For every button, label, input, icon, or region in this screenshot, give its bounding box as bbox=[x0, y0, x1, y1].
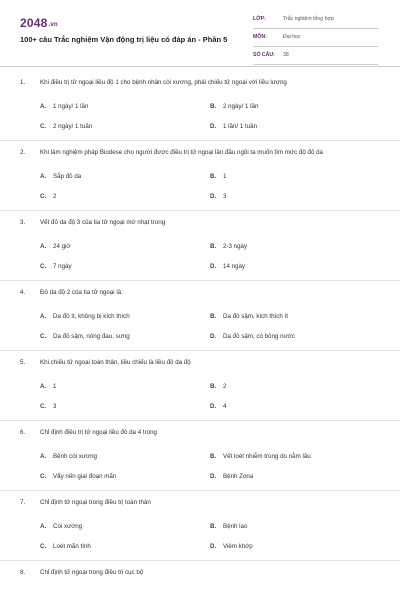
option-key: B. bbox=[210, 242, 217, 250]
question-line bbox=[20, 288, 380, 298]
question-text: Đỏ da độ 2 của tia tử ngoại là: bbox=[40, 289, 123, 296]
option-key: D. bbox=[210, 332, 217, 340]
meta-label: LỚP: bbox=[253, 16, 266, 22]
question-number: 8. bbox=[20, 569, 26, 576]
answer-option[interactable] bbox=[40, 543, 210, 550]
option-key: A. bbox=[40, 452, 47, 460]
option-text: 2 ngày/ 1 tuần bbox=[53, 122, 93, 130]
option-key: C. bbox=[40, 402, 47, 410]
question-text: Vết đỏ da độ 3 của tia tử ngoại mờ nhạt trong bbox=[40, 219, 166, 226]
answer-options bbox=[40, 166, 380, 206]
question-divider bbox=[0, 140, 400, 141]
option-key: A. bbox=[40, 102, 47, 110]
option-key: B. bbox=[210, 172, 217, 180]
question-line bbox=[20, 148, 380, 158]
question-line bbox=[20, 428, 380, 438]
options-row bbox=[40, 516, 380, 536]
option-text: Loét mãn tính bbox=[53, 542, 91, 550]
option-text: 2-3 ngày bbox=[223, 242, 248, 250]
question-item bbox=[0, 78, 400, 141]
meta-row-class bbox=[253, 13, 378, 29]
question-item bbox=[0, 148, 400, 211]
meta-label: MÔN: bbox=[253, 34, 267, 40]
document-title: 100+ câu Trắc nghiệm Vận động trị liệu có đáp án - Phần 5 bbox=[20, 35, 228, 44]
answer-option[interactable] bbox=[40, 103, 210, 110]
option-text: 7 ngày bbox=[53, 262, 72, 270]
options-row bbox=[40, 256, 380, 276]
question-text: Chỉ định điều trị tử ngoại liều đỏ da 4 trong bbox=[40, 429, 157, 436]
option-key: B. bbox=[210, 522, 217, 530]
answer-option[interactable] bbox=[40, 453, 210, 460]
answer-options bbox=[40, 236, 380, 276]
question-text: Khi chiếu tử ngoại toàn thân, liều chiếu là liều đỏ da độ bbox=[40, 359, 191, 366]
meta-value: Trắc nghiệm tổng hợp bbox=[283, 16, 334, 22]
option-key: A. bbox=[40, 242, 47, 250]
options-row bbox=[40, 326, 380, 346]
answer-option[interactable] bbox=[40, 193, 210, 200]
option-key: B. bbox=[210, 312, 217, 320]
option-key: D. bbox=[210, 542, 217, 550]
question-text: Chỉ định tử ngoại trong điều trị cục bộ bbox=[40, 569, 144, 576]
option-key: D. bbox=[210, 472, 217, 480]
question-item bbox=[0, 358, 400, 421]
answer-option[interactable] bbox=[210, 453, 380, 460]
option-text: Bệnh lao bbox=[223, 522, 248, 530]
option-key: B. bbox=[210, 102, 217, 110]
option-text: 3 bbox=[223, 192, 227, 200]
options-row bbox=[40, 116, 380, 136]
answer-options bbox=[40, 306, 380, 346]
answer-option[interactable] bbox=[210, 263, 380, 270]
meta-row-subject bbox=[253, 31, 378, 47]
options-row bbox=[40, 536, 380, 556]
options-row bbox=[40, 396, 380, 416]
option-text: Sắp đỏ da bbox=[53, 172, 82, 180]
answer-option[interactable] bbox=[40, 473, 210, 480]
answer-option[interactable] bbox=[210, 333, 380, 340]
question-number: 3. bbox=[20, 219, 26, 226]
option-key: B. bbox=[210, 452, 217, 460]
question-divider bbox=[0, 350, 400, 351]
question-number: 1. bbox=[20, 79, 26, 86]
answer-option[interactable] bbox=[40, 123, 210, 130]
question-number: 5. bbox=[20, 359, 26, 366]
option-text: Viêm khớp bbox=[223, 542, 253, 550]
option-text: Da đỏ sậm, kích thích ít bbox=[223, 312, 288, 320]
answer-option[interactable] bbox=[210, 543, 380, 550]
options-row bbox=[40, 166, 380, 186]
meta-value: Đại học bbox=[283, 34, 301, 40]
logo-main: 2048 bbox=[20, 16, 48, 30]
option-text: 1 ngày/ 1 lần bbox=[53, 102, 89, 110]
question-line bbox=[20, 218, 380, 228]
option-key: C. bbox=[40, 542, 47, 550]
option-text: 4 bbox=[223, 402, 227, 410]
option-text: Vẩy nến giai đoạn mãn bbox=[53, 472, 117, 480]
option-text: 1 lần/ 1 tuần bbox=[223, 122, 258, 130]
option-text: 1 bbox=[223, 172, 227, 180]
question-item bbox=[0, 288, 400, 351]
answer-options bbox=[40, 516, 380, 556]
answer-option[interactable] bbox=[40, 523, 210, 530]
answer-option[interactable] bbox=[40, 243, 210, 250]
options-row bbox=[40, 96, 380, 116]
site-logo[interactable] bbox=[20, 16, 58, 30]
answer-option[interactable] bbox=[40, 263, 210, 270]
logo-suffix: .vn bbox=[48, 22, 58, 28]
options-row bbox=[40, 186, 380, 206]
option-key: A. bbox=[40, 312, 47, 320]
question-text: Khi làm nghiệm pháp Biodese cho người được điều trị tử ngoại lần đầu ngồi ta muốn tìm mức độ đỏ da bbox=[40, 149, 323, 156]
answer-option[interactable] bbox=[210, 313, 380, 320]
option-text: Bệnh còi xương bbox=[53, 452, 97, 460]
option-text: Còi xương bbox=[53, 522, 83, 530]
question-number: 2. bbox=[20, 149, 26, 156]
option-key: D. bbox=[210, 402, 217, 410]
option-key: B. bbox=[210, 382, 217, 390]
question-item bbox=[0, 498, 400, 561]
option-key: C. bbox=[40, 192, 47, 200]
answer-option[interactable] bbox=[210, 523, 380, 530]
option-key: D. bbox=[210, 122, 217, 130]
option-text: Da đỏ sậm, có bỏng nước bbox=[223, 332, 295, 340]
header-divider bbox=[0, 66, 400, 67]
question-divider bbox=[0, 210, 400, 211]
options-row bbox=[40, 236, 380, 256]
option-key: D. bbox=[210, 262, 217, 270]
question-item bbox=[0, 568, 400, 578]
option-text: 2 bbox=[223, 382, 227, 390]
question-line bbox=[20, 358, 380, 368]
options-row bbox=[40, 306, 380, 326]
option-key: A. bbox=[40, 522, 47, 530]
option-key: A. bbox=[40, 172, 47, 180]
answer-option[interactable] bbox=[40, 173, 210, 180]
question-item bbox=[0, 428, 400, 491]
question-divider bbox=[0, 280, 400, 281]
option-text: Da đỏ sậm, nóng đau, sưng bbox=[53, 332, 130, 340]
page-header bbox=[0, 0, 400, 70]
question-number: 4. bbox=[20, 289, 26, 296]
question-line bbox=[20, 568, 380, 578]
option-text: 24 giờ bbox=[53, 242, 71, 250]
question-item bbox=[0, 218, 400, 281]
question-list bbox=[0, 78, 400, 578]
question-line bbox=[20, 78, 380, 88]
options-row bbox=[40, 446, 380, 466]
option-key: C. bbox=[40, 472, 47, 480]
options-row bbox=[40, 466, 380, 486]
answer-options bbox=[40, 376, 380, 416]
question-text: Khi điều trị tử ngoại liều độ 1 cho bệnh nhân còi xương, phải chiếu tử ngoại với liều lượng bbox=[40, 79, 287, 86]
option-text: Da đỏ ít, không bị kích thích bbox=[53, 312, 130, 320]
option-text: Bệnh Zona bbox=[223, 472, 254, 480]
option-key: A. bbox=[40, 382, 47, 390]
meta-row-count bbox=[253, 49, 378, 65]
option-text: 1 bbox=[53, 382, 57, 390]
answer-option[interactable] bbox=[210, 473, 380, 480]
answer-option[interactable] bbox=[210, 383, 380, 390]
option-key: C. bbox=[40, 262, 47, 270]
meta-info bbox=[253, 13, 378, 67]
meta-value: 38 bbox=[283, 52, 289, 58]
answer-option[interactable] bbox=[210, 193, 380, 200]
answer-option[interactable] bbox=[40, 333, 210, 340]
option-key: C. bbox=[40, 122, 47, 130]
question-divider bbox=[0, 560, 400, 561]
option-text: 3 bbox=[53, 402, 57, 410]
option-text: 14 ngày bbox=[223, 262, 246, 270]
answer-option[interactable] bbox=[40, 383, 210, 390]
question-text: Chỉ định tử ngoại trong điều trị toàn thân bbox=[40, 499, 151, 506]
answer-option[interactable] bbox=[210, 173, 380, 180]
answer-option[interactable] bbox=[40, 403, 210, 410]
question-divider bbox=[0, 490, 400, 491]
option-text: 2 ngày/ 1 lần bbox=[223, 102, 259, 110]
option-key: D. bbox=[210, 192, 217, 200]
option-key: C. bbox=[40, 332, 47, 340]
option-text: Vết loét nhiễm trùng do nằm lâu bbox=[223, 452, 311, 460]
answer-options bbox=[40, 446, 380, 486]
answer-option[interactable] bbox=[210, 403, 380, 410]
answer-option[interactable] bbox=[40, 313, 210, 320]
question-number: 6. bbox=[20, 429, 26, 436]
option-text: 2 bbox=[53, 192, 57, 200]
answer-option[interactable] bbox=[210, 103, 380, 110]
question-number: 7. bbox=[20, 499, 26, 506]
question-line bbox=[20, 498, 380, 508]
meta-label: SỐ CÂU: bbox=[253, 52, 275, 58]
options-row bbox=[40, 376, 380, 396]
answer-options bbox=[40, 96, 380, 136]
answer-option[interactable] bbox=[210, 123, 380, 130]
question-divider bbox=[0, 420, 400, 421]
answer-option[interactable] bbox=[210, 243, 380, 250]
